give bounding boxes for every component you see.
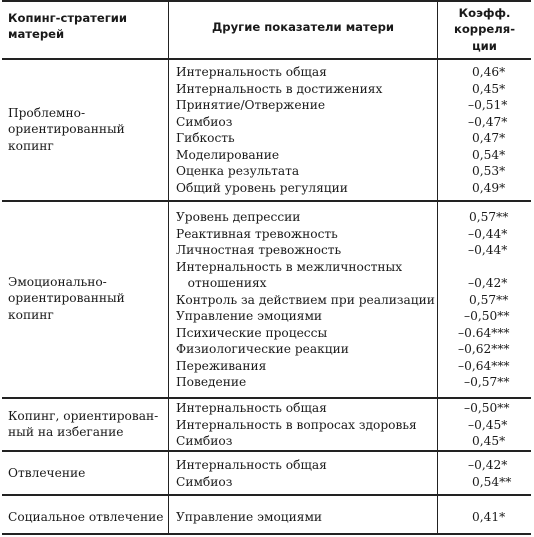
coef-cell: –0,57** xyxy=(464,375,510,389)
indicator-cell: Интернальность в вопросах здоровья xyxy=(176,417,417,432)
indicator-cell: Моделирование xyxy=(176,147,280,162)
strategy-cell: Отвлечение xyxy=(8,466,86,480)
coef-cell: –0,47* xyxy=(468,114,508,129)
header-indicator: Другие показатели матери xyxy=(211,20,395,34)
header-strategy: Копинг-стратегии матерей xyxy=(8,11,128,42)
coef-cell: –0,42* xyxy=(468,276,508,290)
coef-cell: –0,45* xyxy=(468,417,508,432)
coef-cell: –0,51* xyxy=(468,98,508,112)
column-divider xyxy=(437,0,438,535)
indicator-cell: Психические процессы xyxy=(176,325,328,340)
table-top-border xyxy=(2,0,531,2)
coef-cell: –0,44* xyxy=(468,243,508,257)
column-divider xyxy=(168,0,169,535)
strategy-cell: Проблемно- ориентированный копинг xyxy=(8,106,125,153)
indicator-cell: Контроль за действием при реализации xyxy=(176,292,435,307)
header-bottom-border xyxy=(2,58,531,60)
correlation-table xyxy=(2,0,531,535)
coef-cell: –0,62*** xyxy=(458,342,510,356)
coef-cell: 0,54** xyxy=(472,474,512,489)
coef-cell: –0,50** xyxy=(464,401,510,415)
coef-cell: 0,53* xyxy=(472,164,506,178)
strategy-cell: Эмоционально- ориентированный копинг xyxy=(8,275,125,322)
indicator-cell: Гибкость xyxy=(176,131,235,145)
coef-cell: 0,47* xyxy=(472,131,506,145)
coef-cell: –0,42* xyxy=(468,458,508,472)
indicator-cell: Интернальность общая xyxy=(176,65,327,79)
indicator-cell: Реактивная тревожность xyxy=(176,226,338,241)
indicator-cell: Уровень депрессии xyxy=(176,210,301,224)
coef-cell: 0,54* xyxy=(472,147,506,162)
indicator-cell: Личностная тревожность xyxy=(176,243,342,257)
coef-cell: 0,49* xyxy=(472,180,506,195)
coef-cell: 0,45* xyxy=(472,81,506,96)
coef-cell: –0.64*** xyxy=(458,325,510,340)
indicator-cell: Переживания xyxy=(176,358,267,373)
coef-cell: 0,46* xyxy=(472,65,506,79)
strategy-cell: Социальное отвлечение xyxy=(8,510,164,524)
indicator-cell: Интернальность в межличностных отношениях xyxy=(176,259,403,290)
coef-cell: 0,45* xyxy=(472,434,506,448)
group-divider xyxy=(2,200,531,202)
group-divider xyxy=(2,494,531,496)
group-divider xyxy=(2,450,531,452)
coef-cell: –0,50** xyxy=(464,309,510,323)
indicator-cell: Управление эмоциями xyxy=(176,510,323,524)
indicator-cell: Симбиоз xyxy=(176,474,233,489)
indicator-cell: Симбиоз xyxy=(176,434,233,448)
indicator-cell: Принятие/Отвержение xyxy=(176,98,326,112)
table-bottom-border xyxy=(2,533,531,535)
indicator-cell: Симбиоз xyxy=(176,114,233,129)
indicator-cell: Физиологические реакции xyxy=(176,342,349,356)
indicator-cell: Общий уровень регуляции xyxy=(176,180,348,195)
header-coefficient: Коэфф. корреля- ции xyxy=(453,6,516,53)
coef-cell: 0,41* xyxy=(472,510,506,524)
indicator-cell: Управление эмоциями xyxy=(176,309,323,323)
coef-cell: –0,64*** xyxy=(458,358,510,373)
indicator-cell: Интернальность общая xyxy=(176,458,327,472)
indicator-cell: Поведение xyxy=(176,375,247,389)
indicator-cell: Оценка результата xyxy=(176,164,300,178)
indicator-cell: Интернальность общая xyxy=(176,401,327,415)
group-divider xyxy=(2,397,531,399)
strategy-cell: Копинг, ориентирован- ный на избегание xyxy=(8,409,159,440)
coef-cell: 0,57** xyxy=(469,210,509,224)
indicator-cell: Интернальность в достижениях xyxy=(176,81,383,96)
coef-cell: 0,57** xyxy=(469,292,509,307)
coef-cell: –0,44* xyxy=(468,226,508,241)
